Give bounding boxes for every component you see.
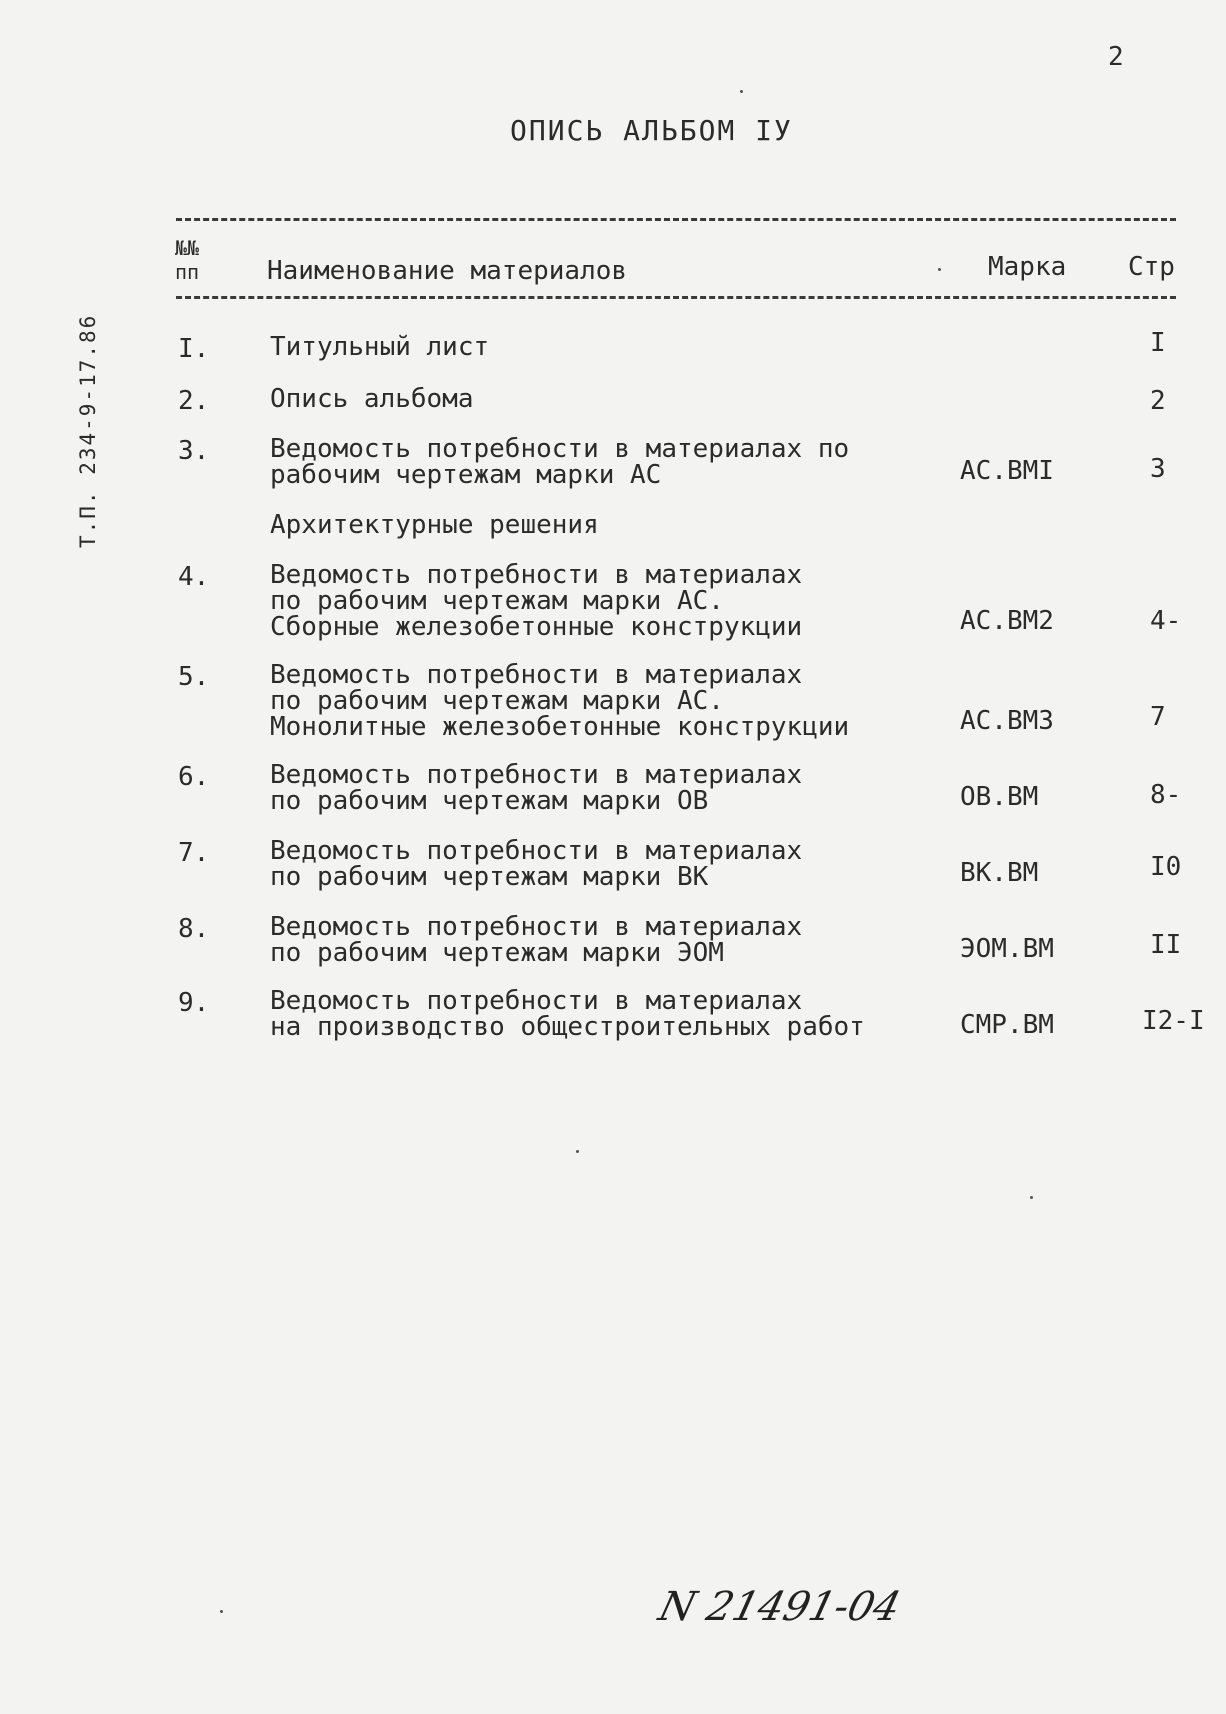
row-name-line: Ведомость потребности в материалах [270,986,803,1016]
row-name-line: рабочим чертежам марки АС [270,460,662,490]
row-name [270,988,865,1040]
row-mark: СМР.ВМ [960,1010,1054,1040]
row-name-line: Сборные железобетонные конструкции [270,612,803,642]
row-number: 2. [178,386,210,416]
handwritten-registration-number: N 21491-04 [654,1584,906,1630]
row-number: 7. [178,838,210,868]
page-title: ОПИСЬ АЛЬБОМ IУ [510,114,793,147]
row-name-line: Ведомость потребности в материалах [270,836,803,866]
row-name-line: Ведомость потребности в материалах [270,560,803,590]
row-number: 4. [178,562,210,592]
row-page: 8- [1150,780,1182,810]
row-number: I. [178,334,210,364]
row-name-line: по рабочим чертежам марки ВК [270,862,709,892]
row-number: 3. [178,436,210,466]
row-number: 9. [178,988,210,1018]
row-page: I2-I [1142,1006,1205,1036]
row-number: 6. [178,762,210,792]
row-name-line: Ведомость потребности в материалах [270,760,803,790]
row-mark: АС.ВМI [960,456,1054,486]
scan-speck [576,1150,579,1153]
row-name-line: по рабочим чертежам марки ОВ [270,786,709,816]
header-bottom-divider [176,296,1176,299]
row-mark: ВК.ВМ [960,858,1039,888]
header-number-line1: №№ [175,236,200,260]
row-number: 5. [178,662,210,692]
row-page: I [1150,328,1166,358]
row-name [270,334,489,360]
row-name-line: Ведомость потребности в материалах по [270,434,850,464]
section-heading: Архитектурные решения [270,510,599,540]
row-name [270,562,802,640]
side-document-code: Т.П. 234-9-17.86 [76,313,100,548]
row-name-line: Ведомость потребности в материалах [270,912,803,942]
row-mark: ЭОМ.ВМ [960,934,1054,964]
row-mark: АС.ВМ3 [960,706,1054,736]
row-name [270,386,474,412]
row-name [270,914,802,966]
row-name [270,662,849,740]
row-name-line: по рабочим чертежам марки ЭОМ [270,938,724,968]
row-name-line: Монолитные железобетонные конструкции [270,712,850,742]
row-page: 3 [1150,454,1166,484]
row-page: II [1150,930,1182,960]
row-name-line: по рабочим чертежам марки АС. [270,586,724,616]
row-name [270,436,849,488]
row-page: 7 [1150,702,1166,732]
header-mark-column: Марка [988,252,1067,282]
row-name-line: Ведомость потребности в материалах [270,660,803,690]
row-mark: ОВ.ВМ [960,782,1039,812]
row-name [270,838,802,890]
row-name-line: по рабочим чертежам марки АС. [270,686,724,716]
row-number: 8. [178,914,210,944]
header-top-divider [176,218,1176,221]
header-number-line2: пп [175,260,200,284]
row-name [270,762,802,814]
row-page: 4- [1150,606,1182,636]
row-name-line: Титульный лист [270,332,490,362]
header-name-column: Наименование материалов [267,256,628,286]
row-page: I0 [1150,852,1182,882]
header-page-column: Стр [1128,252,1175,282]
scan-speck [1030,1196,1033,1199]
scan-speck [740,90,743,93]
row-name-line: Опись альбома [270,384,474,414]
row-page: 2 [1150,386,1166,416]
scan-speck [938,268,941,271]
row-mark: АС.ВМ2 [960,606,1054,636]
scan-speck [220,1610,223,1613]
header-number-column [175,236,199,284]
page-number: 2 [1108,42,1124,72]
row-name-line: на производство общестроительных работ [270,1012,865,1042]
